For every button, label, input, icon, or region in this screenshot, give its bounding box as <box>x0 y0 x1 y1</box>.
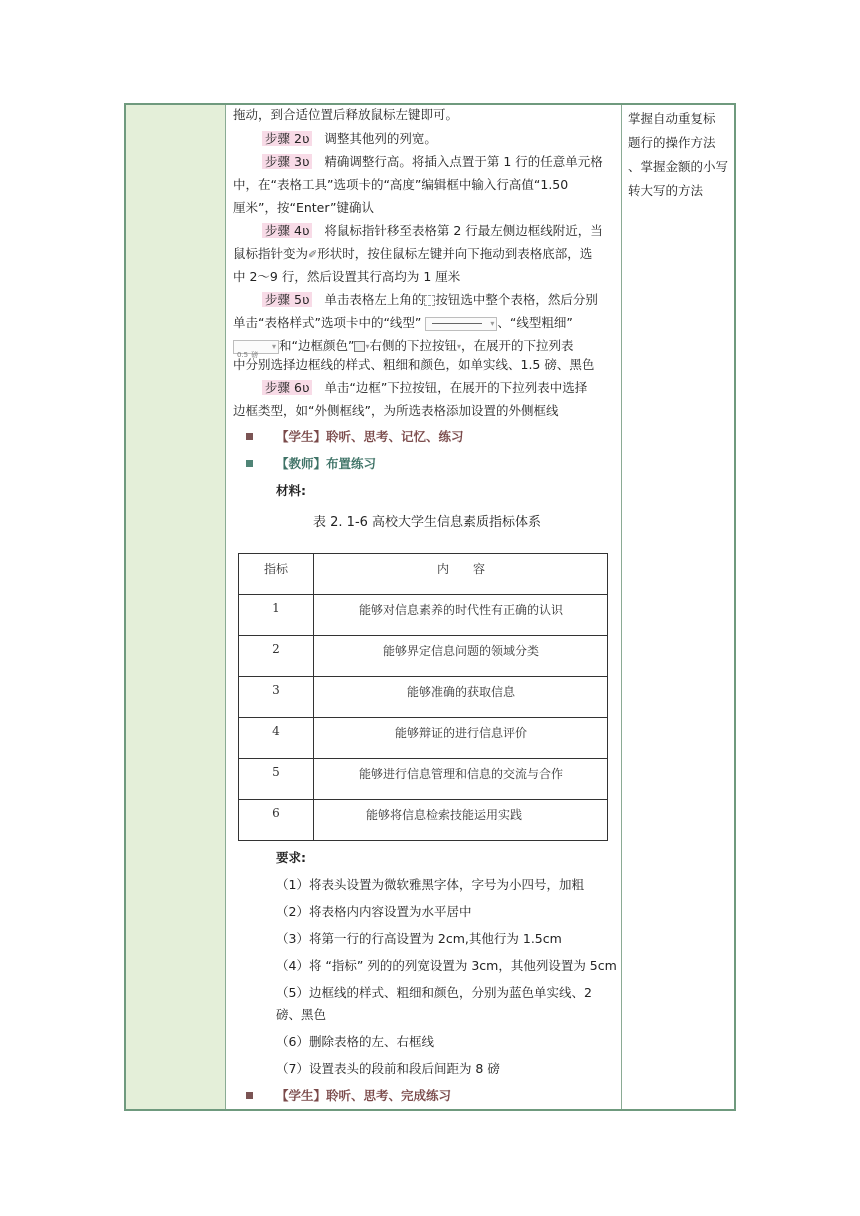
left-label-column <box>126 105 226 1109</box>
border-color-icon <box>354 341 365 352</box>
step-line: 步骤 4ʋ 将鼠标指针移至表格第 2 行最左侧边框线附近，当 <box>262 219 603 243</box>
step-line: 步骤 2ʋ 调整其他列的列宽。 <box>262 127 437 151</box>
teacher-activity-label: 【教师】布置练习 <box>276 456 377 471</box>
objective-line: 转大写的方法 <box>628 183 704 198</box>
table-cell: 能够对信息素养的时代性有正确的认识 <box>358 603 563 617</box>
line-weight-dropdown-icon: 0.5 磅 ▾ <box>233 340 279 354</box>
table-cell: 5 <box>272 765 280 779</box>
requirement-item: （6）删除表格的左、右框线 <box>276 1034 434 1049</box>
table-row <box>239 636 607 677</box>
table-cell: 4 <box>272 724 280 738</box>
objective-note <box>628 107 736 203</box>
table-row <box>239 759 607 800</box>
table-row <box>239 800 607 841</box>
text-line: 边框类型，如“外侧框线”，为所选表格添加设置的外侧框线 <box>233 403 559 418</box>
table-cell: 6 <box>272 806 280 820</box>
table-header-row <box>239 554 607 595</box>
text-line: 拖动，到合适位置后释放鼠标左键即可。 <box>233 107 459 122</box>
requirement-item: （2）将表格内内容设置为水平居中 <box>276 904 472 919</box>
step-label: 步骤 3ʋ <box>262 154 312 169</box>
student-activity-label: 【学生】聆听、思考、记忆、练习 <box>276 429 464 444</box>
objective-line: 题行的操作方法 <box>628 135 716 150</box>
table-cell: 能够辩证的进行信息评价 <box>394 726 527 740</box>
table-cell: 2 <box>272 642 280 656</box>
square-bullet-icon <box>246 460 253 467</box>
text-line: 中 2～9 行，然后设置其行高均为 1 厘米 <box>233 269 461 284</box>
table-cell: 能够将信息检索技能运用实践 <box>365 808 522 822</box>
table-cell: 能够进行信息管理和信息的交流与合作 <box>358 767 563 781</box>
square-bullet-icon <box>246 1092 253 1099</box>
table-move-handle-icon <box>424 295 435 306</box>
table-cell: 3 <box>272 683 280 697</box>
text-line: 鼠标指针变为✐形状时，按住鼠标左键并向下拖动到表格底部，选 <box>233 242 592 267</box>
step-label: 步骤 4ʋ <box>262 223 312 238</box>
header-cell: 指标 <box>263 562 288 576</box>
table-row <box>239 677 607 718</box>
step-label: 步骤 2ʋ <box>262 131 312 146</box>
step-line: 步骤 5ʋ 单击表格左上角的 按钮选中整个表格，然后分别 <box>262 288 598 312</box>
text-line: 0.5 磅 ▾ 和“边框颜色” ▾右侧的下拉按钮▾，在展开的下拉列表 <box>233 334 574 359</box>
requirement-item: （5）边框线的样式、粗细和颜色，分别为蓝色单实线、2 <box>276 985 592 1000</box>
header-cell: 内 容 <box>436 562 485 576</box>
text-line: 中，在“表格工具”选项卡的“高度”编辑框中输入行高值“1.50 <box>233 177 569 192</box>
table-cell: 能够准确的获取信息 <box>406 685 515 699</box>
objective-line: 、掌握金额的小写 <box>628 159 729 174</box>
requirement-item: （1）将表头设置为微软雅黑字体，字号为小四号，加粗 <box>276 877 584 892</box>
table-cell: 1 <box>272 601 280 615</box>
requirement-item: （7）设置表头的段前和段后间距为 8 磅 <box>276 1061 500 1076</box>
table-cell: 能够界定信息问题的领域分类 <box>382 644 539 658</box>
text-line: 中分别选择边框线的样式、粗细和颜色，如单实线、1.5 磅、黑色 <box>233 357 595 372</box>
table-caption: 表 2. 1-6 高校大学生信息素质指标体系 <box>313 515 542 530</box>
step-label: 步骤 6ʋ <box>262 380 312 395</box>
requirements-label: 要求: <box>276 850 306 865</box>
square-bullet-icon <box>246 433 253 440</box>
table-row <box>239 718 607 759</box>
indicator-table <box>238 553 608 841</box>
step-line: 步骤 6ʋ 单击“边框”下拉按钮，在展开的下拉列表中选择 <box>262 376 587 400</box>
pencil-cursor-icon: ✐ <box>308 247 318 261</box>
objective-line: 掌握自动重复标 <box>628 111 716 126</box>
line-style-dropdown-icon: ▾ <box>425 317 497 331</box>
step-line: 步骤 3ʋ 精确调整行高。将插入点置于第 1 行的任意单元格 <box>262 150 603 174</box>
dropdown-arrow-icon: ▾ <box>365 341 370 351</box>
step-label: 步骤 5ʋ <box>262 292 312 307</box>
dropdown-arrow-icon: ▾ <box>456 341 461 351</box>
requirement-item: （4）将 “指标” 列的的列宽设置为 3cm，其他列设置为 5cm <box>276 958 617 973</box>
objective-column <box>622 105 734 1109</box>
requirement-item: 磅、黑色 <box>276 1007 327 1022</box>
table-row <box>239 595 607 636</box>
material-label: 材料: <box>276 483 306 498</box>
requirement-item: （3）将第一行的行高设置为 2cm,其他行为 1.5cm <box>276 931 562 946</box>
text-line: 厘米”，按“Enter”键确认 <box>233 200 375 215</box>
text-line: 单击“表格样式”选项卡中的“线型” ▾ 、“线型粗细” <box>233 315 573 330</box>
student-activity-label: 【学生】聆听、思考、完成练习 <box>276 1088 452 1103</box>
